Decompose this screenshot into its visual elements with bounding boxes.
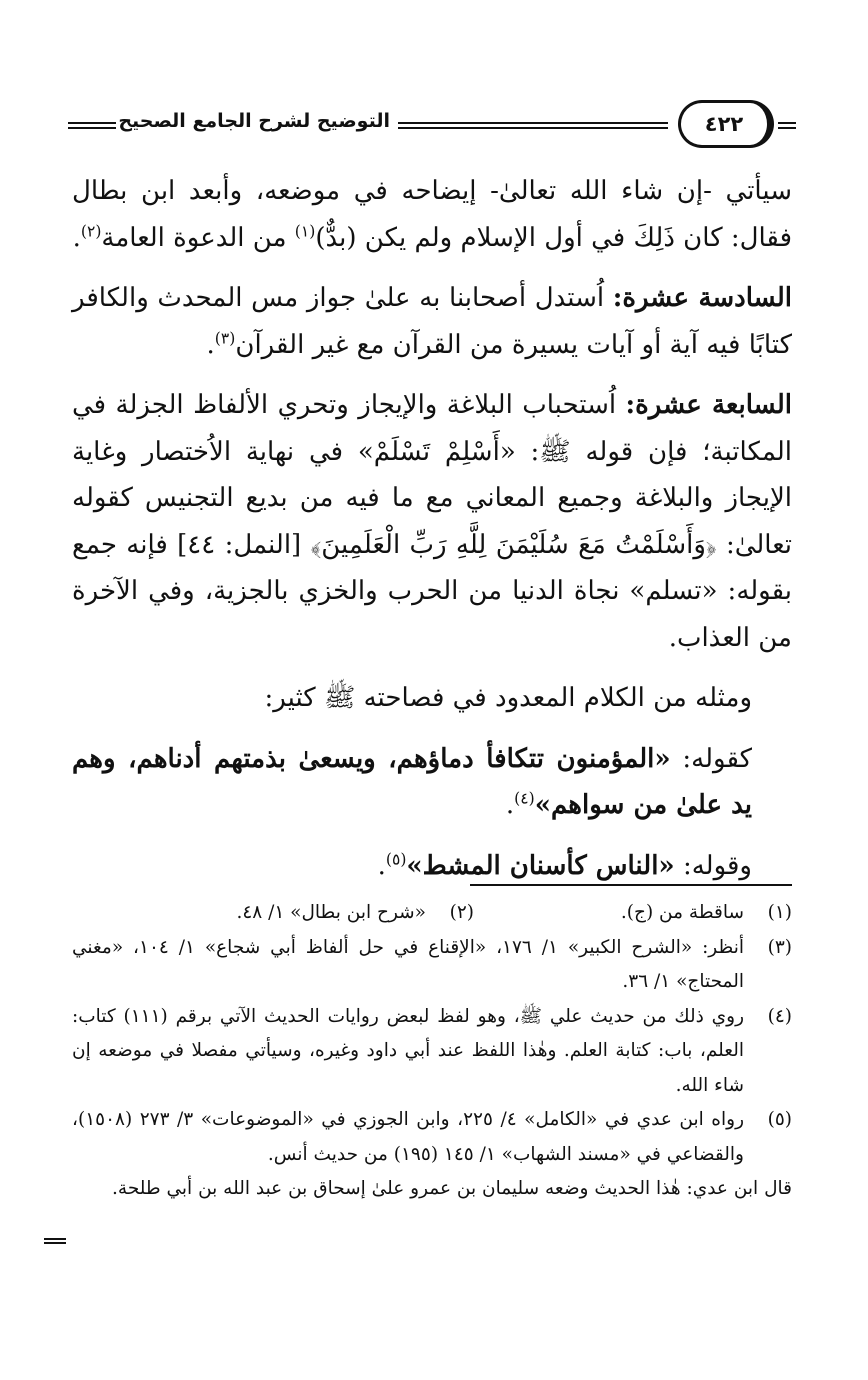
page-number: ٤٢٢ (678, 100, 774, 148)
paragraph-2: السادسة عشرة: اُستدل أصحابنا به علىٰ جواز مس المحدث والكافر كتابًا فيه آية أو آيات يسيرة من القرآن مع غير القرآن$^{(٣)}$. (72, 283, 793, 360)
paragraph-1: سيأتي -إن شاء الله تعالىٰ- إيضاحه في موضعه، وأبعد ابن بطال فقال: كان ذَلِكَ في أول الإسلام ولم يكن (بدٌّ)$^{(١)}$ من الدعوة العامة$^{(٢)}$. (72, 176, 792, 253)
footnote-3 (72, 931, 792, 1000)
footnote-number: (٢) (449, 902, 474, 923)
footnote-text: رواه ابن عدي في «الكامل» ٤/ ٢٢٥، وابن الجوزي في «الموضوعات» ٣/ ٢٧٣ (١٥٠٨)، والقضاعي في «مسند الشهاب» ١/ ١٤٥ (١٩٥) من حديث أنس. (72, 1109, 745, 1165)
header-title: التوضيح لشرح الجامع الصحيح (118, 110, 390, 132)
footnote-ref-4: (٤) (514, 789, 535, 808)
footnote-number: (٤) (767, 1005, 792, 1027)
paragraph-6: وقوله: «الناس كأسنان المشط»$^{(٥)}$. (377, 849, 752, 881)
footnote-ref-2: (٢) (80, 221, 102, 240)
footnote-number: (١) (767, 902, 792, 923)
section-heading-16: السادسة عشرة: (612, 283, 793, 313)
header-rule-left (68, 122, 116, 129)
footnote-1-2 (72, 896, 792, 931)
hadith-quote-2: «الناس كأسنان المشط» (406, 850, 675, 881)
footnote-separator (470, 884, 792, 886)
footnote-number: (٥) (767, 1109, 792, 1130)
footnote-number: (٣) (767, 936, 792, 958)
footnote-ref-3: (٣) (214, 328, 236, 347)
footnote-text: روي ذلك من حديث علي ﷺ، وهو لفظ لبعض روايات الحديث الآتي برقم (١١١) كتاب: العلم، باب: كتابة العلم. وهٰذا اللفظ عند أبي داود وغيره، وسيأتي مفصلا في موضعه إن شاء الله. (72, 1005, 745, 1096)
footnote-text: أنظر: «الشرح الكبير» ١/ ١٧٦، «الإقناع في حل ألفاظ أبي شجاع» ١/ ١٠٤، «مغني المحتاج» ١/ ٣٦. (72, 936, 744, 992)
footnote-text: قال ابن عدي: هٰذا الحديث وضعه سليمان بن عمرو علىٰ إسحاق بن عبد الله بن أبي طلحة. (112, 1178, 792, 1199)
paragraph-5: كقوله: «المؤمنون تتكافأ دماؤهم، ويسعىٰ بذمتهم أدناهم، وهم يد علىٰ من سواهم»$^{(٤)}$. (72, 743, 752, 820)
paragraph-3: السابعة عشرة: اُستحباب البلاغة والإيجاز وتحري الألفاظ الجزلة في المكاتبة؛ فإن قوله ﷺ: «أَسْلِمْ تَسْلَمْ» في نهاية الاُختصار وغاية الإيجاز والبلاغة وجميع المعاني مع ما فيه من بديع التجنيس كقوله تعالىٰ: ﴿وَأَسْلَمْتُ مَعَ سُلَيْمَنَ لِلَّهِ رَبِّ الْعَلَمِينَ﴾ [النمل: ٤٤] فإنه جمع بقوله: «تسلم» نجاة الدنيا من الحرب والخزي بالجزية، وفي الآخرة من العذاب. (72, 390, 793, 653)
main-text (72, 168, 792, 903)
footnote-ref-5: (٥) (385, 849, 407, 868)
header-rule-middle (398, 122, 668, 129)
running-header (68, 100, 796, 154)
footnote-text: ساقطة من (ج). (620, 902, 744, 923)
margin-continuation-mark (44, 1238, 66, 1244)
footnote-ref-1: (١) (294, 221, 316, 240)
paragraph-4: ومثله من الكلام المعدود في فصاحته ﷺ كثير: (264, 683, 752, 713)
footnote-text: «شرح ابن بطال» ١/ ٤٨. (236, 902, 426, 923)
footnotes (72, 896, 792, 1207)
section-heading-17: السابعة عشرة: (625, 390, 793, 420)
header-rule-right (778, 122, 796, 129)
footnote-5-continuation (72, 1172, 792, 1207)
footnote-4 (72, 1000, 792, 1104)
footnote-5 (72, 1103, 792, 1172)
hadith-quote-1: «المؤمنون تتكافأ دماؤهم، ويسعىٰ بذمتهم أدناهم، وهم يد علىٰ من سواهم» (72, 743, 752, 820)
